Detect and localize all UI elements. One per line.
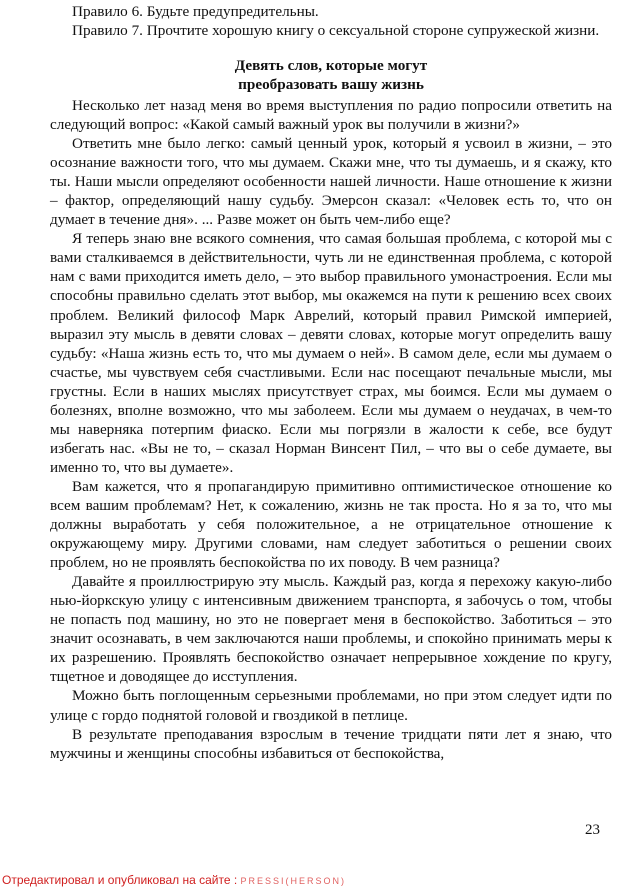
section-title [50,56,612,94]
paragraph-2: Ответить мне было легко: самый ценный урок, который я усвоил в жизни, – это осознание важности того, что мы думаем. Скажи мне, что ты думаешь, и я скажу, кто ты. Наши мысли определяют особенности нашей личности. Наше отношение к жизни – фактор, определяющий нашу судьбу. Эмерсон сказал: «Человек есть то, что он думает в течение дня». ... Разве может он быть чем-либо еще? [50,135,612,229]
paragraph-3: Я теперь знаю вне всякого сомнения, что самая большая проблема, с которой мы с вами сталкиваемся в действительности, чуть ли не единственная проблема, с которой нам с вами приходится иметь дело, – это выбор правильного умонастроения. Если мы способны правильно сделать этот выбор, мы окажемся на пути к решению всех своих проблем. Великий философ Марк Аврелий, который правил Римской империей, выразил эту мысль в девяти словах – девяти словах, которые могут определить вашу судьбу: «Наша жизнь есть то, что мы думаем о ней». В самом деле, если мы думаем о счастье, мы чувствуем себя счастливыми. Если нас посещают печальные мысли, мы грустны. Если в наших мыслях присутствует страх, мы боимся. Если мы думаем о болезнях, вполне возможно, что мы заболеем. Если мы думаем о неудачах, в чем-то мы наверняка потерпим фиаско. Если мы погрязли в жалости к себе, все будут избегать нас. «Вы не то, – сказал Норман Винсент Пил, – что вы о себе думаете, вы именно то, что вы думаете». [50,230,612,476]
paragraph-7: В результате преподавания взрослым в течение тридцати пяти лет я знаю, что мужчины и женщины способны избавиться от беспокойства, [50,725,612,762]
paragraph-4: Вам кажется, что я пропагандирую примитивно оптимистическое отношение ко всем вашим проблемам? Нет, к сожалению, жизнь не так проста. Но я за то, что мы должны выработать у себя положительное, а не отрицательное отношение к окружающему миру. Другими словами, нам следует заботиться о решении своих проблем, но не проявлять беспокойства по их поводу. В чем разница? [50,477,612,572]
paragraph-5: Давайте я проиллюстрирую эту мысль. Каждый раз, когда я перехожу какую-либо нью-йоркскую улицу с интенсивным движением транспорта, я забочусь о том, чтобы не попасть под машину, но это не повергает меня в беспокойство. Заботиться – это значит осознавать, в чем заключаются наши проблемы, и спокойно принимать меры к их разрешению. Проявлять беспокойство означает непрерывное хождение по кругу, тщетное и доводящее до исступления. [50,573,612,686]
page-number: 23 [585,822,600,838]
section-title-line-1: Девять слов, которые могут [234,57,428,74]
section-title-line-2: преобразовать вашу жизнь [238,76,424,93]
footer-site-link[interactable]: PRESSI(HERSON) [240,876,347,886]
page-body [50,2,612,763]
paragraph-1: Несколько лет назад меня во время выступления по радио попросили ответить на следующий вопрос: «Какой самый важный урок вы получили в жизни?» [50,97,612,134]
rule-7: Правило 7. Прочтите хорошую книгу о сексуальной стороне супружеской жизни. [72,22,600,39]
rule-6: Правило 6. Будьте предупредительны. [72,3,319,20]
paragraph-6: Можно быть поглощенным серьезными проблемами, но при этом следует идти по улице с гордо поднятой головой и гвоздикой в петлице. [50,687,612,724]
footer-credit [2,873,346,887]
footer-prefix: Отредактировал и опубликовал на сайте : [2,873,238,887]
